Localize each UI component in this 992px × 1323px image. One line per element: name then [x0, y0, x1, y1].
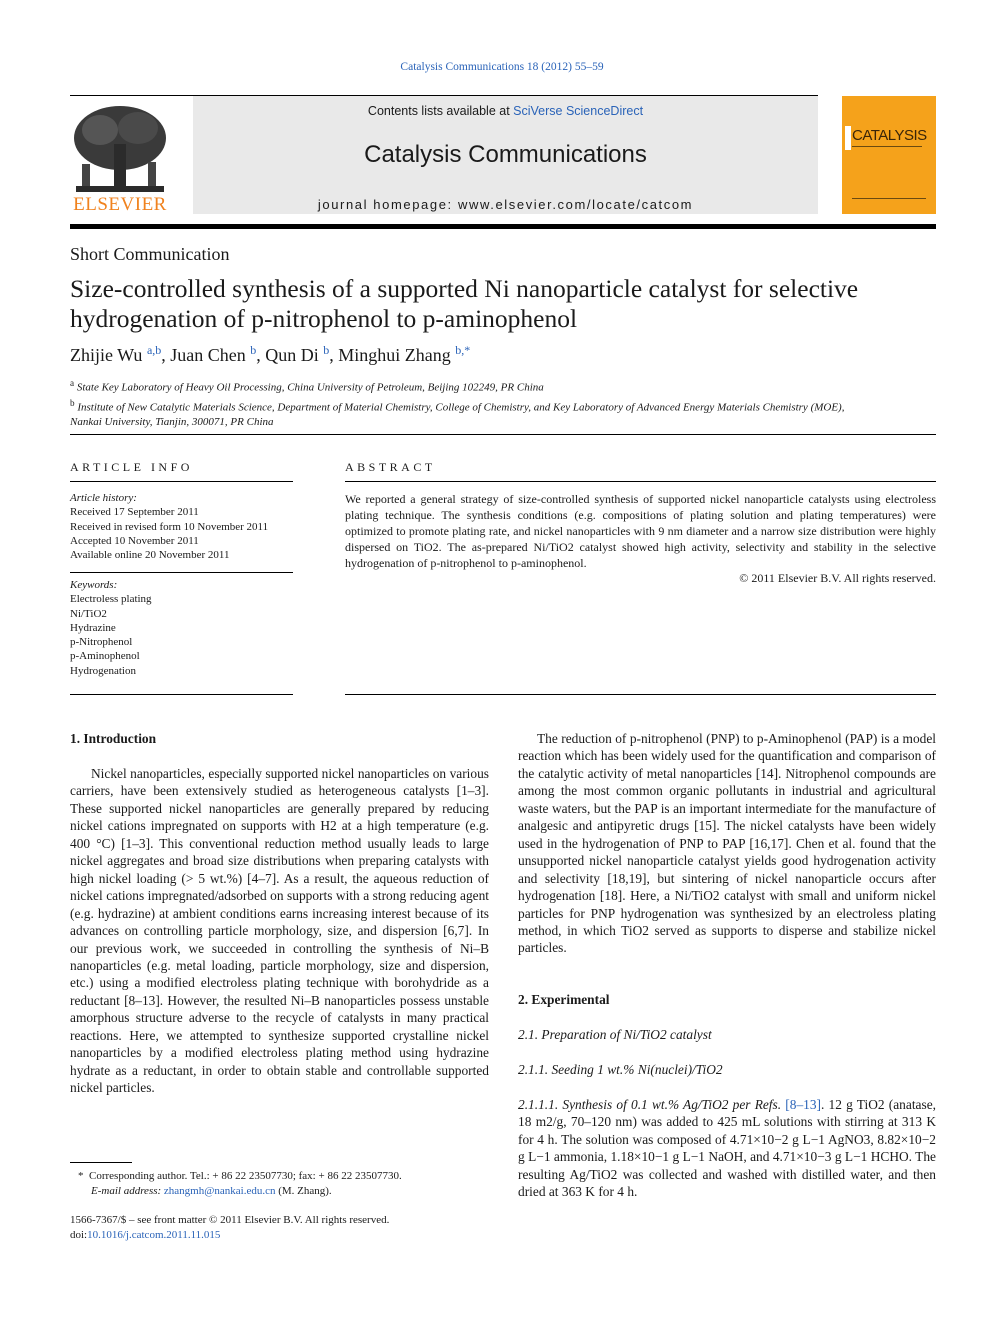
asterisk-mark: *	[78, 1170, 84, 1182]
article-title	[70, 274, 936, 334]
elsevier-wordmark: ELSEVIER	[73, 194, 167, 215]
subsection-heading: 2.1. Preparation of Ni/TiO2 catalyst	[518, 1027, 712, 1042]
author-affiliation-mark[interactable]: b	[323, 343, 330, 357]
abstract-heading: ABSTRACT	[345, 460, 436, 474]
affiliation-a: $^a$ State Key Laboratory of Heavy Oil Processing, China University of Petroleum, Beijing 102249, PR China	[70, 378, 544, 394]
email-suffix: (M. Zhang).	[278, 1185, 332, 1197]
article-type: Short Communication	[70, 244, 230, 264]
issn-line: 1566-7367/$ – see front matter © 2011 Elsevier B.V. All rights reserved.	[70, 1214, 390, 1226]
history-label: Article history:	[70, 492, 137, 504]
author-name[interactable]: Minghui Zhang	[338, 345, 451, 365]
article-info-rule	[70, 481, 293, 482]
author-affiliation-mark[interactable]: a,b	[146, 343, 162, 357]
keyword: Electroless plating	[70, 593, 152, 606]
doi-label: doi:	[70, 1229, 88, 1241]
article-info-bottom-rule	[70, 694, 293, 695]
synthesis-paragraph	[518, 1096, 936, 1201]
intro-heading: 1. Introduction	[70, 731, 157, 746]
intro-paragraph-1: Nickel nanoparticles, especially supported nickel nanoparticles on various carriers, have been extensively studied as heterogeneous catalysts [1–3]. These supported nickel nanoparticles are generally prepared by reducing nickel cations impregnated on supports with H2 at a high temperature (e.g. 400 °C) [1–3]. This conventional reduction method usually leads to large nickel aggregates and broad size distributions when preparing catalysts with high nickel loading (> 5 wt.%) [4–7]. As a result, the aqueous reduction of nickel cations impregnated/adsorbed on supports with a strong reducing agent (e.g. hydrazine) at ambient conditions earns increasing interest because of its advances on controlling particle morphology, size, and dispersion [6,7]. In our previous work, we succeeded in controlling the synthesis of Ni–B nanoparticles (e.g. metal loading, particle morphology, size and dispersion, etc.) using a modified electroless plating technique with borohydride as a reductant [8–13]. However, the resulted Ni–B nanoparticles possess unstable amorphous structure adverse to the recycle of catalysts in many practical reactions. Here, we attempted to synthesize supported crystalline nickel nanoparticles by a modified electroless plating method using hydrazine hydrate as a reductant, in order to obtain stable and controllable supported nickel particles.	[70, 766, 489, 1096]
author-name[interactable]: Zhijie Wu	[70, 345, 143, 365]
article-info-heading: ARTICLE INFO	[70, 460, 193, 474]
sciencedirect-link[interactable]: SciVerse ScienceDirect	[513, 104, 644, 118]
experimental-heading: 2. Experimental	[518, 992, 610, 1007]
author-affiliation-mark[interactable]: b,*	[455, 343, 471, 357]
elsevier-logo[interactable]	[70, 104, 170, 216]
affiliation-b-cont: Nankai University, Tianjin, 300071, PR China	[70, 416, 274, 429]
header-thick-rule	[70, 224, 936, 229]
title-line-1: Size-controlled synthesis of a supported Ni nanoparticle catalyst for selective	[70, 274, 859, 303]
journal-reference[interactable]: Catalysis Communications 18 (2012) 55–59	[400, 61, 604, 73]
keyword: Hydrazine	[70, 621, 116, 634]
cover-decoration-icon	[842, 96, 936, 214]
history-item: Received 17 September 2011	[70, 506, 199, 519]
email-link[interactable]: zhangmh@nankai.edu.cn	[163, 1185, 276, 1197]
subsubsection-heading: 2.1.1. Seeding 1 wt.% Ni(nuclei)/TiO2	[518, 1062, 723, 1077]
synthesis-refs-link[interactable]: [8–13]	[785, 1097, 821, 1112]
front-matter-footnote	[70, 1213, 490, 1243]
contents-prefix: Contents lists available at	[367, 104, 514, 118]
title-line-2: hydrogenation of p-nitrophenol to p-aminophenol	[70, 304, 578, 333]
contents-line	[193, 104, 818, 118]
article-history	[70, 491, 293, 562]
journal-homepage	[193, 197, 818, 212]
author-name[interactable]: Juan Chen	[170, 345, 246, 365]
author-name[interactable]: Qun Di	[265, 345, 319, 365]
doi-link[interactable]: 10.1016/j.catcom.2011.11.015	[87, 1229, 221, 1241]
history-item: Available online 20 November 2011	[70, 549, 230, 562]
synthesis-text: . 12 g TiO2 (anatase, 18 m2/g, 70–120 nm) was added to 425 mL solutions with stirring at 313 K for 4 h. The solution was composed of 4.71×10−2 g L−1 AgNO3, 8.82×10−2 g L−1 ammonia, 1.18×10−1 g L−1 NaOH, and 4.71×10−3 g L−1 HCHO. The resulting Ag/TiO2 was collected and washed with distilled water, and then dried at 363 K for 4 h.	[518, 1097, 936, 1200]
elsevier-tree-icon	[70, 104, 170, 196]
keywords	[70, 578, 293, 678]
synthesis-label: 2.1.1.1. Synthesis of 0.1 wt.% Ag/TiO2 per Refs.	[518, 1097, 782, 1112]
keywords-label: Keywords:	[70, 579, 118, 591]
history-item: Received in revised form 10 November 2011	[70, 520, 269, 533]
history-item: Accepted 10 November 2011	[70, 534, 199, 547]
journal-cover-thumbnail[interactable]	[842, 96, 936, 214]
homepage-prefix: journal homepage:	[317, 197, 458, 212]
keyword: Ni/TiO2	[70, 607, 107, 620]
corresponding-text: Corresponding author. Tel.: + 86 22 23507730; fax: + 86 22 23507730.	[89, 1170, 402, 1182]
abstract-rule	[345, 481, 936, 482]
keyword: p-Nitrophenol	[70, 636, 133, 649]
affiliations	[70, 376, 936, 430]
abstract-text: We reported a general strategy of size-controlled synthesis of supported nickel nanoparticle catalysts using electroless plating technique. The synthesis conditions (e.g. compositions of plating solution and plating temperatures) were optimized to promote plating rate, and nickel nanoparticles with 9 nm diameter and a narrow size distribution were highly dispersed on TiO2. The as-prepared Ni/TiO2 catalyst showed high activity, selectivity and stability in the selective hydrogenation of p-nitrophenol to p-aminophenol.	[345, 492, 936, 570]
cover-title: CATALYSIS	[852, 127, 927, 144]
email-label: E-mail address:	[91, 1185, 162, 1197]
abstract-bottom-rule	[345, 694, 936, 695]
journal-title: Catalysis Communications	[364, 141, 647, 168]
keyword: Hydrogenation	[70, 664, 136, 677]
keyword: p-Aminophenol	[70, 650, 140, 663]
affiliation-b: $^b$ Institute of New Catalytic Materials Science, Department of Material Chemistry, College of Chemistry, and Key Laboratory of Advanced Energy Materials Chemistry (MOE),	[70, 397, 845, 414]
footnote-rule	[70, 1162, 132, 1163]
abstract-copyright: © 2011 Elsevier B.V. All rights reserved.	[739, 571, 936, 585]
homepage-url[interactable]: www.elsevier.com/locate/catcom	[457, 197, 694, 212]
intro-paragraph-2: The reduction of p-nitrophenol (PNP) to p-Aminophenol (PAP) is a model reaction which has been widely used for the quantification and comparison of the catalytic activity of metal nanoparticles [14]. Nitrophenol compounds are among the most common organic pollutants in industrial and agricultural waste waters, but the PAP is an important intermediate for the manufacture of analgesic and antipyretic drugs [15]. The nickel catalysts have been widely used in the hydrogenation of PNP to PAP [16,17]. Chen et al. found that the unsupported nickel nanoparticle catalyst yields good hydrogenation activity and selectivity [18,19], but sintering of nickel nanoparticle occurs after hydrogenation [18]. Here, a Ni/TiO2 catalyst with small and uniform nickel particles for PNP hydrogenation was synthesized by an electroless plating method, in which TiO2 served as supports to disperse and stabilize nickel particles.	[518, 731, 936, 956]
section-divider	[70, 434, 936, 435]
author-affiliation-mark[interactable]: b	[250, 343, 257, 357]
author-list: Zhijie Wu $^{a,b}$, Juan Chen $^b$, Qun Di $^b$, Minghui Zhang $^{b,*}$	[70, 343, 471, 365]
keywords-rule	[70, 572, 293, 573]
corresponding-author-footnote	[78, 1169, 498, 1199]
